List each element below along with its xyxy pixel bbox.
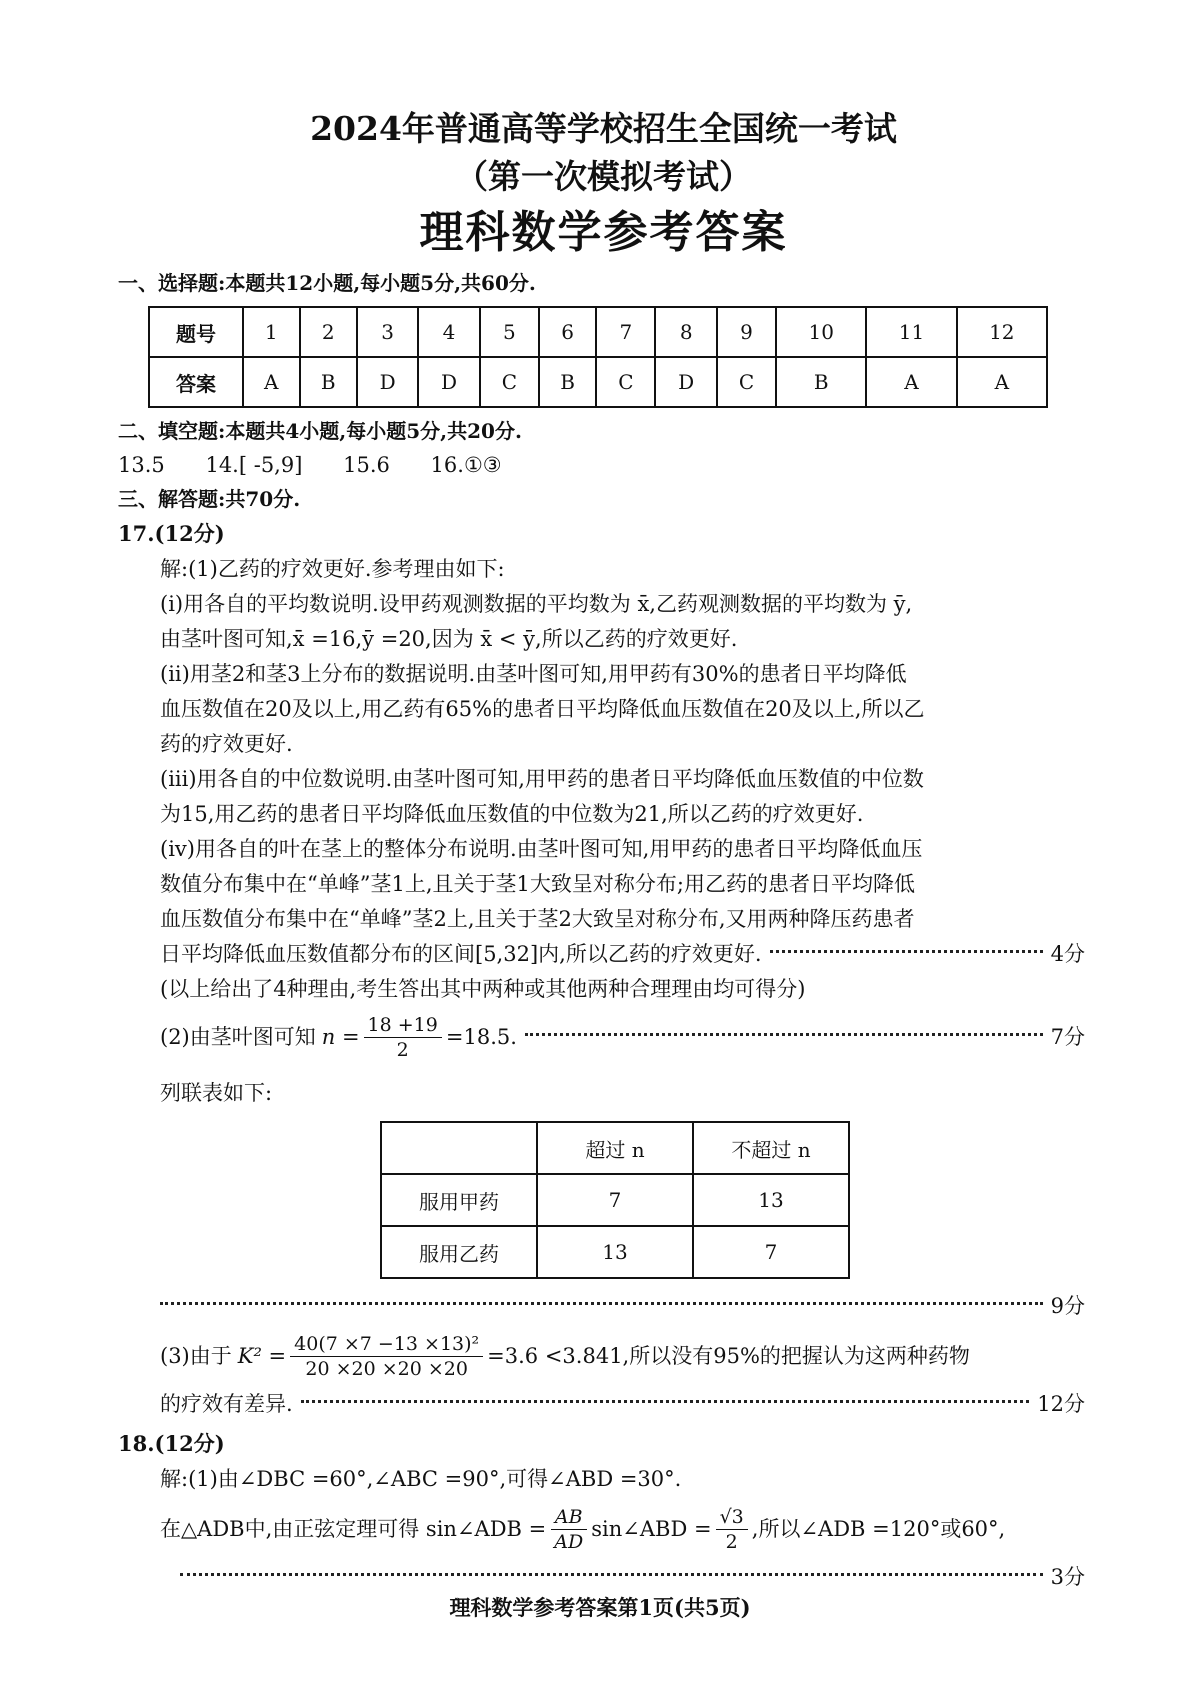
question-number: 8 <box>655 307 716 357</box>
sine-rule-line <box>160 1505 1085 1554</box>
score-label: 7分 <box>1050 1025 1085 1049</box>
row-header: 服用乙药 <box>381 1226 537 1278</box>
question-number: 1 <box>243 307 300 357</box>
question-number: 6 <box>539 307 596 357</box>
table-row <box>381 1226 849 1278</box>
page-title: 理科数学参考答案 <box>419 207 788 258</box>
score-label: 3分 <box>1050 1565 1085 1589</box>
math-variable: K² = <box>237 1344 287 1368</box>
answer-cell: A <box>866 357 956 407</box>
score-label: 9分 <box>1050 1294 1085 1318</box>
table-row <box>149 357 1047 407</box>
score-line <box>160 1289 1085 1324</box>
text-segment: (3)由于 <box>160 1344 232 1368</box>
fill-answers <box>118 448 1085 482</box>
text-segment: =3.6 <3.841,所以没有95%的把握认为这两种药物 <box>487 1344 970 1368</box>
row-label-answer: 答案 <box>149 357 243 407</box>
answer-cell: A <box>957 357 1047 407</box>
table-cell: 13 <box>693 1174 849 1226</box>
fraction <box>716 1505 748 1554</box>
text-line: (iii)用各自的中位数说明.由茎叶图可知,用甲药的患者日平均降低血压数值的中位数 <box>160 767 924 791</box>
question-number: 5 <box>480 307 539 357</box>
dot-leader <box>301 1399 1030 1403</box>
dot-leader <box>770 949 1043 953</box>
table-row <box>381 1174 849 1226</box>
dot-leader <box>180 1572 1043 1576</box>
answer-cell: D <box>655 357 716 407</box>
fill-answer-16: 16.①③ <box>430 453 502 477</box>
answer-cell: B <box>776 357 866 407</box>
fraction-denominator: AD <box>554 1531 584 1553</box>
exam-subtitle: （第一次模拟考试） <box>455 157 752 196</box>
table-row <box>381 1122 849 1174</box>
question-number: 11 <box>866 307 956 357</box>
question-number: 10 <box>776 307 866 357</box>
text-line-with-score <box>160 1387 1085 1422</box>
question-number: 4 <box>418 307 479 357</box>
math-variable: n = <box>321 1025 360 1049</box>
row-label-number: 题号 <box>149 307 243 357</box>
choice-answer-table <box>148 306 1048 408</box>
text-segment: 在△ADB中,由正弦定理可得 sin∠ADB = <box>160 1517 547 1541</box>
fraction-denominator: 20 ×20 ×20 ×20 <box>305 1358 468 1380</box>
text-segment: ,所以∠ADB =120°或60°, <box>751 1517 1006 1541</box>
page-footer: 理科数学参考答案第1页(共5页) <box>449 1595 751 1620</box>
table-cell-empty <box>381 1122 537 1174</box>
section-solve-heading: 三、解答题:共70分. <box>118 487 301 511</box>
text-line: (ii)用茎2和茎3上分布的数据说明.由茎叶图可知,用甲药有30%的患者日平均降低 <box>160 662 907 686</box>
table-row <box>149 307 1047 357</box>
fraction-numerator: 18 +19 <box>364 1013 442 1038</box>
fraction <box>550 1505 587 1554</box>
text-line: 为15,用乙药的患者日平均降低血压数值的中位数为21,所以乙药的疗效更好. <box>160 802 864 826</box>
text-line: 列联表如下: <box>160 1081 273 1105</box>
score-label: 4分 <box>1050 942 1085 966</box>
text-segment: (2)由茎叶图可知 <box>160 1025 316 1049</box>
text-segment: =18.5. <box>445 1025 517 1049</box>
fraction <box>290 1332 483 1381</box>
question-number: 7 <box>596 307 655 357</box>
answer-cell: C <box>717 357 776 407</box>
section-fill-heading: 二、填空题:本题共4小题,每小题5分,共20分. <box>118 419 522 443</box>
fraction-denominator: 2 <box>396 1039 409 1061</box>
answer-cell: C <box>596 357 655 407</box>
dot-leader <box>525 1032 1043 1036</box>
table-cell: 13 <box>537 1226 693 1278</box>
question-number: 3 <box>357 307 418 357</box>
row-header: 服用甲药 <box>381 1174 537 1226</box>
dot-leader <box>160 1301 1043 1305</box>
text-line: 血压数值在20及以上,用乙药有65%的患者日平均降低血压数值在20及以上,所以乙 <box>160 697 925 721</box>
text-line: 由茎叶图可知,x̄ =16,ȳ =20,因为 x̄ < ȳ,所以乙药的疗效更好. <box>160 627 738 651</box>
text-line: 解:(1)由∠DBC =60°,∠ABC =90°,可得∠ABD =30°. <box>160 1467 682 1491</box>
part-2-formula-line <box>160 1013 1085 1062</box>
column-header: 不超过 n <box>693 1122 849 1174</box>
text-line-with-score <box>160 937 1085 972</box>
text-line: 药的疗效更好. <box>160 732 293 756</box>
text-line: (以上给出了4种理由,考生答出其中两种或其他两种合理理由均可得分) <box>160 977 806 1001</box>
score-line <box>160 1560 1085 1595</box>
table-cell: 7 <box>693 1226 849 1278</box>
fraction-numerator: √3 <box>716 1505 748 1530</box>
table-cell: 7 <box>537 1174 693 1226</box>
exam-title: 2024年普通高等学校招生全国统一考试 <box>310 109 897 148</box>
answer-cell: A <box>243 357 300 407</box>
fraction-numerator: AB <box>551 1505 587 1530</box>
answer-cell: D <box>418 357 479 407</box>
answer-cell: B <box>300 357 357 407</box>
question-number: 12 <box>957 307 1047 357</box>
text-line: 血压数值分布集中在“单峰”茎2上,且关于茎2大致呈对称分布,又用两种降压药患者 <box>160 907 915 931</box>
fill-answer-13: 13.5 <box>118 453 165 477</box>
answer-cell: B <box>539 357 596 407</box>
fill-answer-14: 14.[ -5,9] <box>205 453 303 477</box>
question-18-solution <box>122 1462 1085 1595</box>
contingency-table <box>380 1121 850 1279</box>
text-line: 的疗效有差异. <box>160 1392 293 1416</box>
question-17-heading: 17.(12分) <box>118 521 225 546</box>
answer-cell: C <box>480 357 539 407</box>
text-segment: sin∠ABD = <box>591 1517 712 1541</box>
fraction <box>364 1013 442 1062</box>
text-line: (i)用各自的平均数说明.设甲药观测数据的平均数为 x̄,乙药观测数据的平均数为 ȳ, <box>160 592 913 616</box>
text-line: 数值分布集中在“单峰”茎1上,且关于茎1大致呈对称分布;用乙药的患者日平均降低 <box>160 872 915 896</box>
text-line: 日平均降低血压数值都分布的区间[5,32]内,所以乙药的疗效更好. <box>160 942 762 966</box>
section-choice-heading: 一、选择题:本题共12小题,每小题5分,共60分. <box>118 271 536 295</box>
text-line: (iv)用各自的叶在茎上的整体分布说明.由茎叶图可知,用甲药的患者日平均降低血压 <box>160 837 923 861</box>
text-line: 解:(1)乙药的疗效更好.参考理由如下: <box>160 557 505 581</box>
column-header: 超过 n <box>537 1122 693 1174</box>
part-3-formula-line <box>160 1332 1085 1381</box>
question-number: 2 <box>300 307 357 357</box>
question-17-solution <box>122 552 1085 1422</box>
score-label: 12分 <box>1037 1392 1085 1416</box>
fraction-denominator: 2 <box>725 1531 738 1553</box>
answer-cell: D <box>357 357 418 407</box>
question-number: 9 <box>717 307 776 357</box>
fraction-numerator: 40(7 ×7 −13 ×13)² <box>290 1332 483 1357</box>
question-18-heading: 18.(12分) <box>118 1431 225 1456</box>
fill-answer-15: 15.6 <box>343 453 390 477</box>
